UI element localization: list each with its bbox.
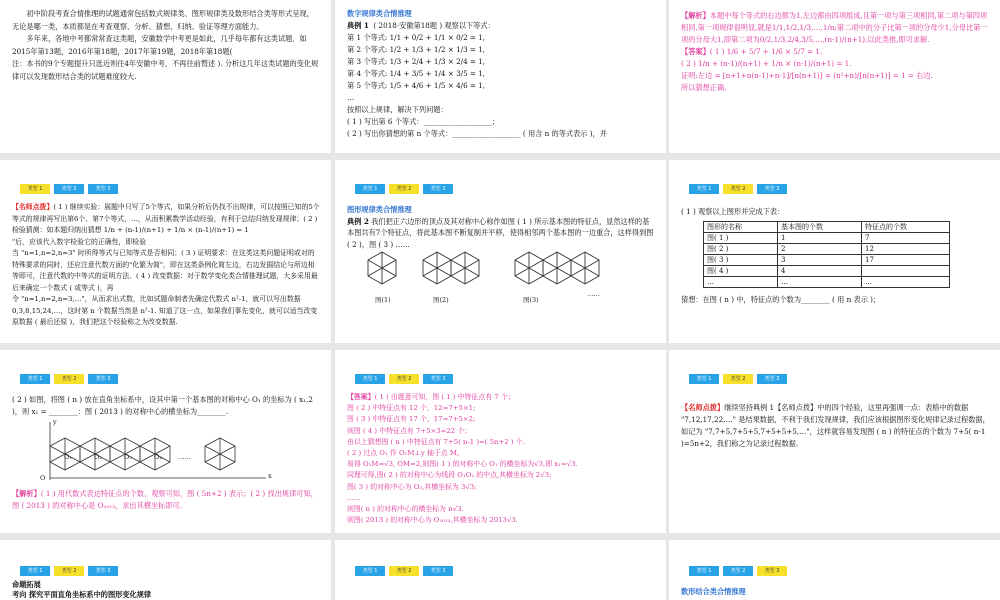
tab-type-1[interactable]: 类型 1: [355, 566, 385, 576]
figure-2-caption: 图(2): [433, 296, 449, 304]
intro-paragraph-3: 注：本书的9个专题提升只选近则往4年安徽中考，不再往前赘述 ). 分析这几年这类试题的变化规律可以发现数形结合类的试题难度较大.: [12, 59, 319, 81]
type-tabs: [689, 184, 787, 194]
answer-line: 图 ( 2 ) 中特征点有 12 个，12=7+5×1;: [347, 404, 476, 413]
tab-type-1[interactable]: 类型 1: [20, 566, 50, 576]
answer-line: 图( 3 ) 的对称中心为 O₃,其横坐标为 3√3;: [347, 482, 477, 491]
slide-intro: [0, 0, 331, 153]
slide-type-3: [669, 540, 1000, 600]
question-1: ( 1 ) 写出第 6 个等式：___________________；: [347, 117, 499, 126]
answer-2: ( 2 ) 1/n + (n-1)/(n+1) + 1/n × (n-1)/(n+1) = 1.: [681, 59, 852, 68]
example-label: 典例 2: [347, 216, 369, 226]
label-origin: O: [40, 474, 46, 482]
conclusion-text: 所以猜想正确.: [681, 83, 727, 92]
tab-type-1[interactable]: 类型 1: [355, 184, 385, 194]
answer-label: 【答案】: [681, 47, 710, 56]
answer-line: 由以上猜想图 ( n ) 中特征点有 7+5( n-1 )=( 5n+2 ) 个.: [347, 437, 525, 446]
rule-text: 按照以上规律，解决下列问题：: [347, 105, 448, 114]
figure-more: ……: [587, 290, 600, 298]
tips-text-2: "后，应该代入数字检验它的正确性，即检验: [12, 237, 147, 246]
slide-tips-2: [669, 350, 1000, 533]
table-header: 特征点的个数: [862, 222, 950, 233]
figure-1-caption: 图(1): [375, 296, 391, 304]
table-header: 基本图的个数: [778, 222, 862, 233]
type-tabs: [689, 374, 787, 384]
slide-blank: [335, 540, 666, 600]
slide-answer-2: [335, 350, 666, 533]
answer-line: ( 2 ) 过点 O₁ 作 O₁M⊥y 轴于点 M,: [347, 449, 460, 458]
figure-3-caption: 图(3): [523, 296, 539, 304]
table-cell: 7: [862, 233, 950, 244]
table-row: [704, 233, 950, 244]
table-cell: 1: [778, 233, 862, 244]
table-row: [704, 266, 950, 277]
figure-3-hexagons: [515, 252, 599, 284]
figure-2-hexagons: [423, 252, 479, 284]
table-header-row: [704, 222, 950, 233]
equation-5: 第 5 个等式: 1/5 + 4/6 + 1/5 × 4/6 = 1,: [347, 81, 486, 90]
table-cell: 图( 3 ): [704, 255, 778, 266]
tab-type-3[interactable]: 类型 3: [757, 566, 787, 576]
tab-type-3[interactable]: 类型 3: [88, 374, 118, 384]
tab-type-3[interactable]: 类型 3: [423, 374, 453, 384]
label-y-axis: y: [53, 418, 57, 426]
equation-dots: …: [347, 93, 355, 102]
tab-type-3[interactable]: 类型 3: [757, 184, 787, 194]
table-header: 图形的名称: [704, 222, 778, 233]
label-o4: O₄: [154, 453, 162, 461]
tips-text: 继续坚持典例 1【名师点拨】中的四个经验，这里再强调一点：表格中的数据 "7,12,17,22,…" 是结果数据，不利于我们发现规律，我们应该根据图形变化规律记录过程数据，如记为 "7,7+5,7+5+5,7+5+5+5,…"，这样就容易发现图 ( n ) 的特征点的个数为 7+5( n-1 )=5n+2，我们称之为记录过程数据.: [681, 403, 990, 448]
table-cell: 图( 1 ): [704, 233, 778, 244]
label-x-axis: x: [268, 472, 272, 480]
table-cell[interactable]: [862, 266, 950, 277]
table-row: [704, 255, 950, 266]
analysis-text: ( 1 ) 用代数式表达特征点的个数，观察可知，图 ( 5n+2 ) 表示；( 2 ) 找出规律可知，图 ( 2013 ) 的对称中心是 O₂₀₁₃，求出其横坐标即可.: [12, 489, 318, 510]
table-row: [704, 244, 950, 255]
tab-type-3[interactable]: 类型 3: [88, 566, 118, 576]
extension-title: 命题拓展: [12, 580, 41, 589]
section-heading: 数形结合类合情推理: [681, 587, 746, 596]
tips-label: 【名师点拨】: [12, 203, 54, 211]
tab-type-1[interactable]: 类型 1: [20, 184, 50, 194]
tab-type-2[interactable]: 类型 2: [723, 566, 753, 576]
tab-type-1[interactable]: 类型 1: [689, 566, 719, 576]
tab-type-2[interactable]: 类型 2: [54, 566, 84, 576]
table-cell: 4: [778, 266, 862, 277]
answer-line: ……: [347, 493, 361, 502]
intro-paragraph-2: 多年来，各地中考都常常查这类题，安徽数学中考更是如此，几乎每年都有这类试题．如2015年第13题，2016年第18题，2017年第19题，2018年第18题(: [12, 34, 307, 56]
label-o1: O₁: [64, 453, 72, 461]
slide-example-1: [335, 0, 666, 153]
tab-type-2[interactable]: 类型 2: [723, 374, 753, 384]
table-cell: 17: [862, 255, 950, 266]
label-dots: ……: [178, 453, 191, 461]
coordinate-question: ( 2 ) 如图，将图 ( n ) 放在直角坐标系中，设其中第一个基本图的对称中心 O₁ 的坐标为 ( x₁,2 )，则 x₁ = ________：图 ( 2013 ) 的对称中心的横坐标为________.: [12, 395, 313, 416]
answer-line: 易得 O₁M=√3, OM=2,则图( 1 ) 的对称中心 O₁ 的横坐标为√3,即 x₁=√3.: [347, 460, 578, 469]
tips-text-1: ( 1 ) 继续实验：展题中只写了5个等式，如果分析后仍找不出规律，可以按照已知的5个等式的规律再写出第6个、第7个等式，…，从而积累数学活动经验，有利于总结归纳发现规律；( 2 ) 检验猜测：如本题归纳出猜想 1/n + (n-1)/(n+1) + 1/n × (n-1)/(n+1) = 1: [12, 203, 320, 234]
slide-table: [669, 160, 1000, 343]
analysis-label: 【解析】: [681, 11, 710, 20]
table-cell: 12: [862, 244, 950, 255]
slide-coordinate: [0, 350, 331, 533]
answer-line: 则图 ( 4 ) 中特征点有 7+5×3=22 个；: [347, 426, 472, 435]
tips-text-4: 令 "n=1,n=2,n=3,…"，从而求出式数，比如试题命制者先确定代数式 n²-1，就可以写出数据 0,3,8,15,24,…，这时第 n 个数据当然是 n²-1. 知道了这一点，如果我们事先变化，就可以适当改变原数据 ( 最后还原 )，我们把这个经验称之为改变数据.: [12, 295, 318, 326]
hexagon-figures: [365, 250, 655, 310]
answer-line: 则图( n ) 的对称中心的横坐标为 n√3.: [347, 505, 464, 514]
type-tabs: [689, 566, 787, 576]
answer-line: 同理可得,图( 2 ) 的对称中心为线段 O₁O₂ 的中点,其横坐标为 2√3;: [347, 471, 552, 480]
table-cell: 图( 2 ): [704, 244, 778, 255]
tab-type-3[interactable]: 类型 3: [757, 374, 787, 384]
proof-text: 证明:左边 = [n+1+n(n-1)+n-1]/[n(n+1)] = (n²+n)/[n(n+1)] = 1 = 右边.: [681, 71, 933, 80]
coordinate-figure: [30, 420, 270, 482]
figure-1-hexagon: [368, 252, 396, 284]
example-text: 我们把正六边形的顶点及其对称中心称作如图 ( 1 ) 所示基本图的特征点，显然这样的基本图共有7个特征点，将此基本图不断复制并平移，使得相邻两个基本图的一边重合，这样得到图 ( 2 )，图 ( 3 ) ……: [347, 216, 654, 249]
tab-type-3[interactable]: 类型 3: [423, 184, 453, 194]
tab-type-2[interactable]: 类型 2: [54, 184, 84, 194]
tab-type-1[interactable]: 类型 1: [355, 374, 385, 384]
intro-paragraph-1: 初中阶段考查合情推理的试题通常包括数式规律类、图形规律类及数形结合类等形式呈现，无论是哪一类，本质都是在考查观察、分析、猜想、归纳、验证等理方面能力。: [12, 9, 314, 31]
type-tabs: [355, 566, 453, 576]
table-cell: 2: [778, 244, 862, 255]
slide-extension: [0, 540, 331, 600]
analysis-label: 【解析】: [12, 489, 41, 498]
table-cell: …: [862, 277, 950, 288]
answer-line: 图 ( 3 ) 中特征点有 17 个，17=7+5×2;: [347, 415, 476, 424]
slide-example-2: [335, 160, 666, 343]
tab-type-1[interactable]: 类型 1: [689, 374, 719, 384]
example-source: ( 2018·安徽第18题 ) 观察以下等式：: [373, 21, 495, 30]
tab-type-2[interactable]: 类型 2: [723, 184, 753, 194]
type-tabs: [20, 374, 118, 384]
feature-point-table: [703, 221, 950, 288]
tab-type-1[interactable]: 类型 1: [20, 374, 50, 384]
question-2: ( 2 ) 写出你猜想的第 n 个等式：___________________ ( 用含 n 的等式表示 )，并: [347, 129, 607, 138]
answer-line: 则图( 2013 ) 的对称中心为 O₂₀₁₃,其横坐标为 2013√3.: [347, 516, 518, 525]
table-cell: …: [704, 277, 778, 288]
type-tabs: [20, 184, 118, 194]
tab-type-2[interactable]: 类型 2: [389, 184, 419, 194]
extension-subtitle: 考向 探究平面直角坐标系中的图形变化规律: [12, 590, 152, 599]
table-cell: 图( 4 ): [704, 266, 778, 277]
table-question: ( 1 ) 观察以上图形并完成下表：: [681, 207, 785, 216]
tab-type-3[interactable]: 类型 3: [423, 566, 453, 576]
intro-text: [12, 8, 321, 83]
guess-text: 猜想：在图 ( n ) 中，特征点的个数为________ ( 用 n 表示 )；: [681, 295, 881, 304]
tab-type-2[interactable]: 类型 2: [54, 374, 84, 384]
equation-3: 第 3 个等式: 1/3 + 2/4 + 1/3 × 2/4 = 1,: [347, 57, 486, 66]
answer-1: ( 1 ) 1/6 + 5/7 + 1/6 × 5/7 = 1.: [709, 47, 823, 56]
section-heading: 数字规律类合情推理: [347, 9, 412, 18]
table-cell: 3: [778, 255, 862, 266]
tab-type-1[interactable]: 类型 1: [689, 184, 719, 194]
table-cell: …: [778, 277, 862, 288]
type-tabs: [20, 566, 118, 576]
type-tabs: [355, 374, 453, 384]
label-o2: O₂: [94, 453, 102, 461]
tab-type-3[interactable]: 类型 3: [88, 184, 118, 194]
tab-type-2[interactable]: 类型 2: [389, 374, 419, 384]
tips-text-3: 当 "n=1,n=2,n=3" 时所得等式与已知等式是否相同；( 3 ) 证明要求：在这类这类问题证明或对的特殊要求的同时，还应注意代数方面的"化繁为简"，即在这类条例化简左边，右边发掘结论与所边相等即可，注意代数的中等式的证明方法．( 4 ) 改变数据：对于数学变化类合情推理试题，大多采用最后来确定一个数式 ( 或等式 )，再: [12, 249, 318, 292]
answer-label: 【答案】: [347, 393, 375, 401]
tips-label: 【名师点拨】: [681, 403, 725, 412]
analysis-text: 本题中每个等式的右边都为1,左边都由四项组成,且第一项与第三项相同,第二项与第四项相同,第一项规律很明显,就是1/1,1/2,1/3,…,1/n;第二项中的分子比第一项的分母少1,分母比第一项的分母大1,即第二项为0/2,1/3,2/4,3/5,…,(n-1)/(n+1),以此类推,即可求解.: [681, 11, 988, 44]
equation-2: 第 2 个等式: 1/2 + 1/3 + 1/2 × 1/3 = 1,: [347, 45, 486, 54]
table-row: [704, 277, 950, 288]
label-o3: O₃: [124, 453, 132, 461]
answer-line: ( 1 ) 由题意可知，图 ( 1 ) 中特征点有 7 个；: [374, 393, 515, 401]
example-label: 典例 1: [347, 21, 369, 30]
slide-tips-1: [0, 160, 331, 343]
equation-4: 第 4 个等式: 1/4 + 3/5 + 1/4 × 3/5 = 1,: [347, 69, 486, 78]
section-heading: 图形规律类合情推理: [347, 205, 412, 214]
type-tabs: [355, 184, 453, 194]
slide-answer-1: [669, 0, 1000, 153]
tab-type-2[interactable]: 类型 2: [389, 566, 419, 576]
equation-1: 第 1 个等式: 1/1 + 0/2 + 1/1 × 0/2 = 1,: [347, 33, 486, 42]
